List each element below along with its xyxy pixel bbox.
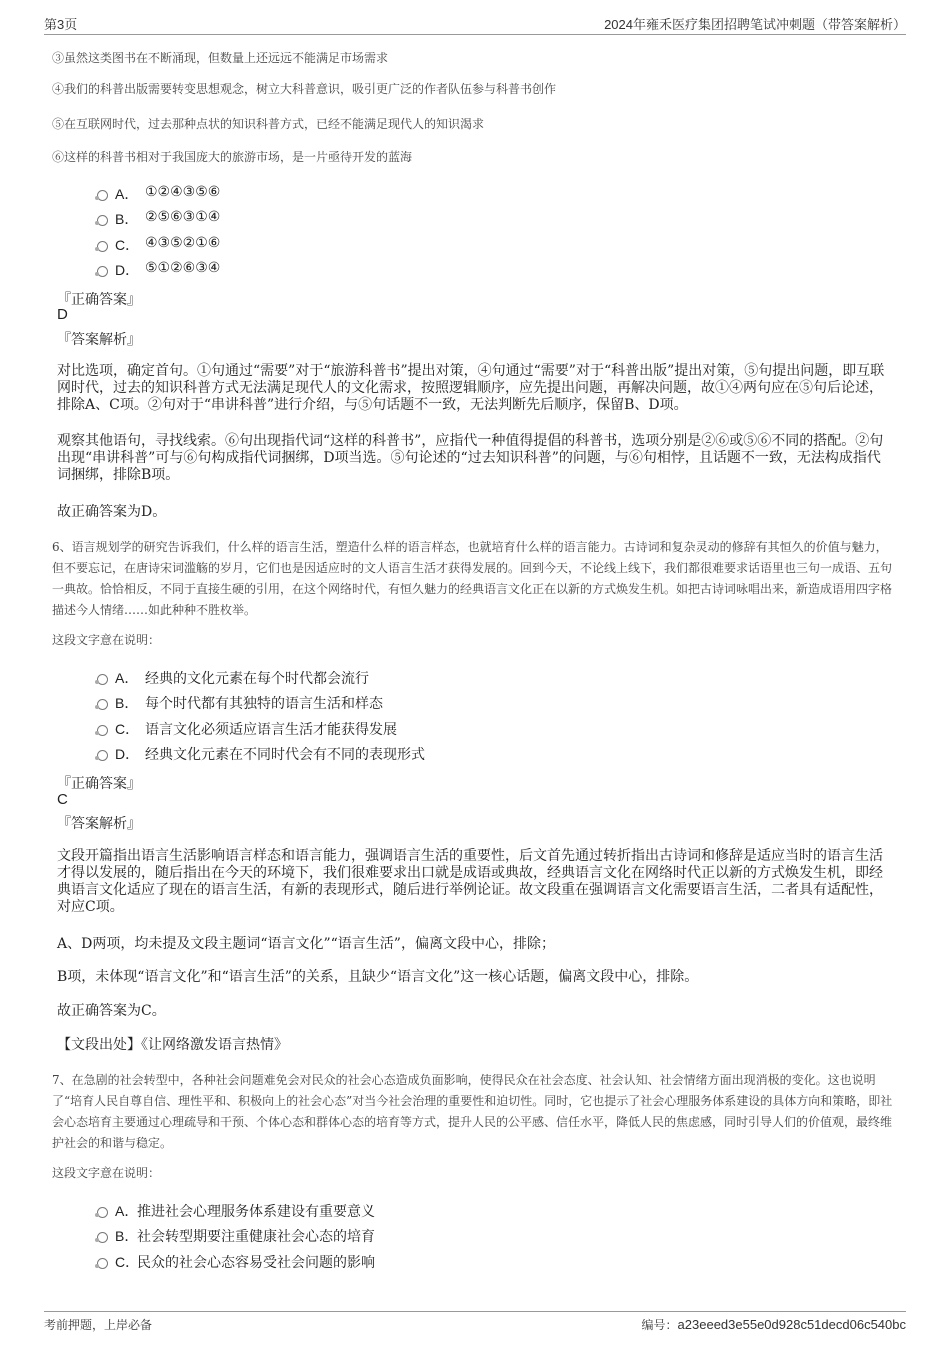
- radio-icon[interactable]: [97, 699, 108, 710]
- q7-option-b[interactable]: B． 社会转型期要注重健康社会心态的培育: [97, 1226, 597, 1246]
- q7-option-a[interactable]: A． 推进社会心理服务体系建设有重要意义: [97, 1201, 597, 1221]
- q6-option-b[interactable]: B． 每个时代都有其独特的语言生活和样态: [97, 693, 597, 713]
- q5-answer-label: 『正确答案』: [57, 292, 141, 308]
- radio-icon[interactable]: [97, 1258, 108, 1269]
- q6-answer-label: 『正确答案』: [57, 776, 141, 792]
- page-header: [44, 12, 906, 35]
- q7-stem: 7、在急剧的社会转型中，各种社会问题难免会对民众的社会心态造成负面影响，使得民众在社会态度、社会认知、社会情绪方面出现消极的变化。这也说明了“培育人民自尊自信、理性平和、积极向上的社会心态”对当今社会治理的重要性和迫切性。同时，它也提示了社会心理服务体系建设的具体方向和策略，即社会心态培育主要通过心理疏导和干预、个体心态和群体心态的培育等方式，提升人民的公平感、信任水平，降低人民的焦虑感，同时引导人们的价值观，最终维护社会的和谐与稳定。: [52, 1073, 893, 1150]
- radio-icon[interactable]: [97, 1207, 108, 1218]
- q6-stem: 6、语言规划学的研究告诉我们，什么样的语言生活，塑造什么样的语言样态，也就培育什么样的语言能力。古诗词和复杂灵动的修辞有其恒久的价值与魅力，但不要忘记，在唐诗宋词滥觞的岁月，它们也是因适应时的文人语言生活才获得发展的。回到今天，不论线上线下，我们都很难要求话语里也三句一成语、五句一典故。恰恰相反，不同于直接生硬的引用，在这个网络时代，有恒久魅力的经典语言文化正在以新的方式焕发生机。如把古诗词咏唱出来，新造成语用四字格描述今人情绪……如此种种不胜枚举。: [52, 540, 893, 617]
- radio-icon[interactable]: [97, 1232, 108, 1243]
- document-code: 编号：a23eeed3e55e0d928c51decd06c540bc: [641, 1317, 906, 1332]
- q7-prompt: 这段文字意在说明：: [52, 1166, 161, 1180]
- q6-option-d[interactable]: D． 经典文化元素在不同时代会有不同的表现形式: [97, 744, 597, 764]
- page-footer: [44, 1311, 906, 1332]
- radio-icon[interactable]: [97, 241, 108, 252]
- radio-icon[interactable]: [97, 750, 108, 761]
- q6-analysis-para-1: 文段开篇指出语言生活影响语言样态和语言能力，强调语言生活的重要性，后文首先通过转折指出古诗词和修辞是适应当时的语言生活才得以发展的，随后指出在今天的环境下，我们很难要求出口就是成语或典故，经典语言文化在网络时代正以新的方式焕发生机，即经典语言文化适应了现在的语言生活，有新的表现形式，随后进行举例论证。故文段重在强调语言文化需要语言生活，二者具有适配性，对应C项。: [57, 848, 883, 915]
- q5-answer: D: [57, 306, 68, 323]
- q6-analysis-para-2: A、D两项，均未提及文段主题词“语言文化”“语言生活”，偏离文段中心，排除；: [57, 936, 555, 952]
- q6-analysis-para-3: B项，未体现“语言文化”和“语言生活”的关系，且缺少“语言文化”这一核心话题，偏离文段中心，排除。: [57, 969, 699, 985]
- q6-option-c[interactable]: C． 语言文化必须适应语言生活才能获得发展: [97, 719, 597, 739]
- q5-option-b[interactable]: B． ②⑤⑥③①④: [97, 209, 497, 229]
- q7-option-c[interactable]: C． 民众的社会心态容易受社会问题的影响: [97, 1252, 597, 1272]
- q5-analysis-label: 『答案解析』: [57, 332, 141, 348]
- radio-icon[interactable]: [97, 266, 108, 277]
- q6-analysis-label: 『答案解析』: [57, 816, 141, 832]
- q5-analysis-para-1: 对比选项，确定首句。①句通过“需要”对于“旅游科普书”提出对策，④句通过“需要”对于“科普出版”提出对策，⑤句提出问题，即互联网时代，过去的知识科普方式无法满足现代人的文化需求，按照逻辑顺序，应先提出问题，再解决问题，故①④两句应在⑤句后论述，排除A、C项。②句对于“串讲科普”进行介绍，与⑤句话题不一致，无法判断先后顺序，保留B、D项。: [57, 363, 885, 413]
- q5-option-d[interactable]: D． ⑤①②⑥③④: [97, 260, 497, 280]
- q5-option-c[interactable]: C． ④③⑤②①⑥: [97, 235, 497, 255]
- q5-sentence-5: ⑤在互联网时代，过去那种点状的知识科普方式，已经不能满足现代人的知识渴求: [52, 117, 485, 131]
- q6-option-a[interactable]: A． 经典的文化元素在每个时代都会流行: [97, 668, 597, 688]
- footer-slogan: 考前押题，上岸必备: [44, 1318, 153, 1332]
- radio-icon[interactable]: [97, 215, 108, 226]
- q5-sentence-4: ④我们的科普出版需要转变思想观念，树立大科普意识，吸引更广泛的作者队伍参与科普书创作: [52, 82, 557, 96]
- q5-analysis-conclusion: 故正确答案为D。: [57, 504, 167, 520]
- q5-sentence-3: ③虽然这类图书在不断涌现，但数量上还远远不能满足市场需求: [52, 51, 389, 65]
- q6-source: 【文段出处】《让网络激发语言热情》: [57, 1037, 288, 1053]
- q6-prompt: 这段文字意在说明：: [52, 633, 161, 647]
- radio-icon[interactable]: [97, 725, 108, 736]
- q5-option-a[interactable]: A． ①②④③⑤⑥: [97, 184, 497, 204]
- radio-icon[interactable]: [97, 190, 108, 201]
- radio-icon[interactable]: [97, 674, 108, 685]
- q5-analysis-para-2: 观察其他语句，寻找线索。⑥句出现指代词“这样的科普书”，应指代一种值得提倡的科普书，选项分别是②⑥或⑤⑥不同的搭配。②句出现“串讲科普”可与⑥句构成指代词捆绑，D项当选。⑤句论述的“过去知识科普”的问题，与⑥句相悖，且话题不一致，无法构成指代词捆绑，排除B项。: [57, 433, 884, 483]
- page-number: 第3页: [44, 17, 78, 32]
- q6-analysis-conclusion: 故正确答案为C。: [57, 1003, 166, 1019]
- q5-sentence-6: ⑥这样的科普书相对于我国庞大的旅游市场，是一片亟待开发的蓝海: [52, 150, 413, 164]
- document-title: 2024年雍禾医疗集团招聘笔试冲刺题（带答案解析）: [604, 17, 906, 32]
- q6-answer: C: [57, 791, 68, 808]
